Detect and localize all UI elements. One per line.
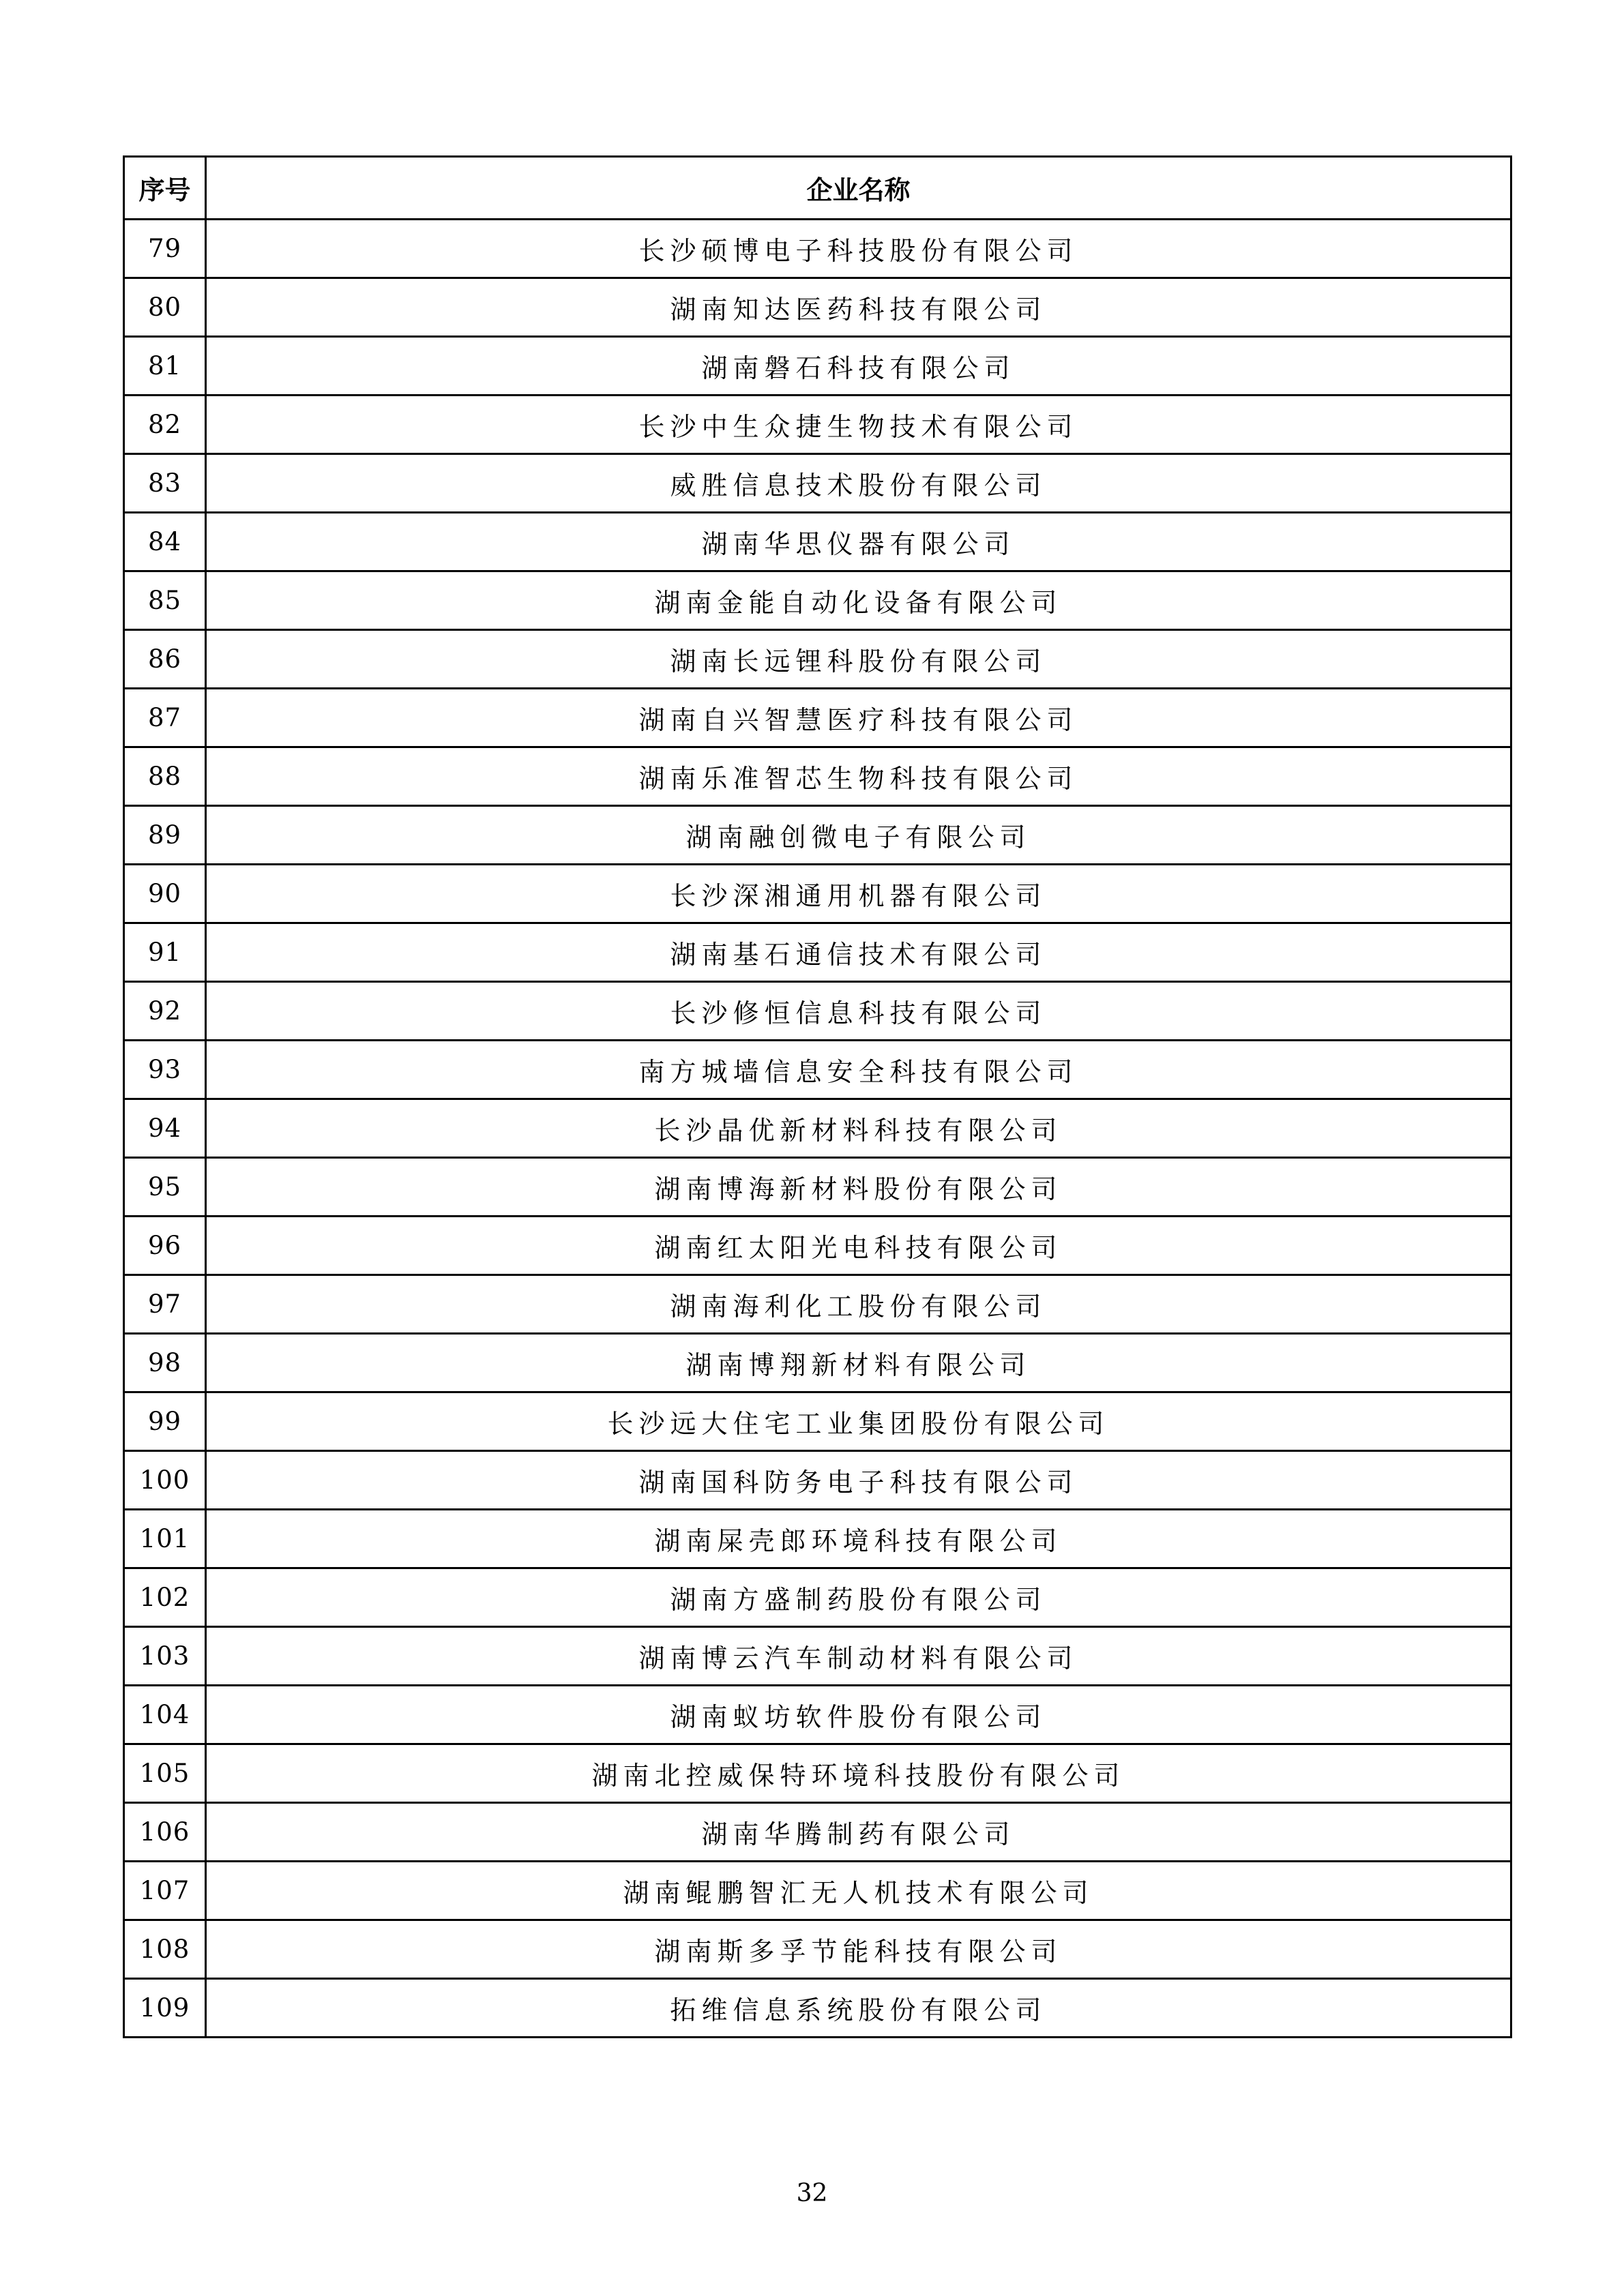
table-row [124,1334,1511,1392]
company-name-cell: 拓维信息系统股份有限公司 [206,1979,1511,2038]
table-header-row [124,157,1511,220]
company-name-cell: 湖南华思仪器有限公司 [206,513,1511,571]
company-name-cell: 湖南方盛制药股份有限公司 [206,1568,1511,1627]
table-row [124,454,1511,513]
header-serial-number: 序号 [124,157,206,220]
table-row [124,923,1511,982]
serial-number-cell: 102 [124,1568,206,1627]
serial-number-cell: 90 [124,865,206,923]
serial-number-cell: 88 [124,747,206,806]
company-name-cell: 湖南国科防务电子科技有限公司 [206,1451,1511,1510]
company-name-cell: 湖南博海新材料股份有限公司 [206,1158,1511,1217]
company-name-cell: 湖南博翔新材料有限公司 [206,1334,1511,1392]
serial-number-cell: 98 [124,1334,206,1392]
serial-number-cell: 105 [124,1744,206,1803]
table-row [124,396,1511,454]
table-row [124,1158,1511,1217]
table-row [124,630,1511,689]
serial-number-cell: 101 [124,1510,206,1568]
table-row [124,806,1511,865]
serial-number-cell: 103 [124,1627,206,1686]
company-name-cell: 湖南融创微电子有限公司 [206,806,1511,865]
company-name-cell: 湖南华腾制药有限公司 [206,1803,1511,1862]
company-name-cell: 湖南红太阳光电科技有限公司 [206,1217,1511,1275]
company-name-cell: 湖南屎壳郎环境科技有限公司 [206,1510,1511,1568]
table-row [124,513,1511,571]
serial-number-cell: 89 [124,806,206,865]
serial-number-cell: 100 [124,1451,206,1510]
company-name-cell: 威胜信息技术股份有限公司 [206,454,1511,513]
company-name-cell: 湖南蚁坊软件股份有限公司 [206,1686,1511,1744]
serial-number-cell: 97 [124,1275,206,1334]
company-name-cell: 湖南海利化工股份有限公司 [206,1275,1511,1334]
serial-number-cell: 104 [124,1686,206,1744]
company-name-cell: 南方城墙信息安全科技有限公司 [206,1041,1511,1099]
company-name-cell: 湖南北控威保特环境科技股份有限公司 [206,1744,1511,1803]
serial-number-cell: 80 [124,278,206,337]
table-row [124,1803,1511,1862]
table-row [124,1627,1511,1686]
table-row [124,278,1511,337]
table-row [124,1686,1511,1744]
table-row [124,689,1511,747]
serial-number-cell: 84 [124,513,206,571]
table-row [124,337,1511,396]
serial-number-cell: 95 [124,1158,206,1217]
company-name-cell: 长沙深湘通用机器有限公司 [206,865,1511,923]
table-body [124,220,1511,2038]
table-row [124,1568,1511,1627]
table-row [124,220,1511,278]
table-row [124,571,1511,630]
page-number: 32 [796,2179,828,2207]
table-row [124,1099,1511,1158]
company-name-cell: 湖南金能自动化设备有限公司 [206,571,1511,630]
company-name-cell: 长沙晶优新材料科技有限公司 [206,1099,1511,1158]
table-row [124,747,1511,806]
serial-number-cell: 85 [124,571,206,630]
table-row [124,865,1511,923]
company-name-cell: 湖南自兴智慧医疗科技有限公司 [206,689,1511,747]
company-name-cell: 长沙远大住宅工业集团股份有限公司 [206,1392,1511,1451]
table-row [124,1744,1511,1803]
table-row [124,1041,1511,1099]
serial-number-cell: 99 [124,1392,206,1451]
serial-number-cell: 86 [124,630,206,689]
serial-number-cell: 109 [124,1979,206,2038]
serial-number-cell: 82 [124,396,206,454]
serial-number-cell: 107 [124,1862,206,1920]
table-row [124,1451,1511,1510]
company-name-cell: 长沙硕博电子科技股份有限公司 [206,220,1511,278]
serial-number-cell: 91 [124,923,206,982]
table-row [124,1862,1511,1920]
table-row [124,1392,1511,1451]
company-name-cell: 湖南磐石科技有限公司 [206,337,1511,396]
serial-number-cell: 92 [124,982,206,1041]
table-row [124,1217,1511,1275]
company-name-cell: 湖南博云汽车制动材料有限公司 [206,1627,1511,1686]
table-row [124,1920,1511,1979]
serial-number-cell: 96 [124,1217,206,1275]
table-row [124,1510,1511,1568]
serial-number-cell: 87 [124,689,206,747]
company-name-cell: 长沙修恒信息科技有限公司 [206,982,1511,1041]
header-company-name: 企业名称 [206,157,1511,220]
company-name-cell: 长沙中生众捷生物技术有限公司 [206,396,1511,454]
table-row [124,982,1511,1041]
serial-number-cell: 108 [124,1920,206,1979]
company-name-cell: 湖南基石通信技术有限公司 [206,923,1511,982]
serial-number-cell: 106 [124,1803,206,1862]
company-name-cell: 湖南斯多孚节能科技有限公司 [206,1920,1511,1979]
serial-number-cell: 93 [124,1041,206,1099]
company-table [123,155,1512,2038]
company-name-cell: 湖南长远锂科股份有限公司 [206,630,1511,689]
serial-number-cell: 79 [124,220,206,278]
serial-number-cell: 83 [124,454,206,513]
company-name-cell: 湖南鲲鹏智汇无人机技术有限公司 [206,1862,1511,1920]
serial-number-cell: 94 [124,1099,206,1158]
company-name-cell: 湖南知达医药科技有限公司 [206,278,1511,337]
company-name-cell: 湖南乐准智芯生物科技有限公司 [206,747,1511,806]
table-row [124,1979,1511,2038]
serial-number-cell: 81 [124,337,206,396]
table-row [124,1275,1511,1334]
